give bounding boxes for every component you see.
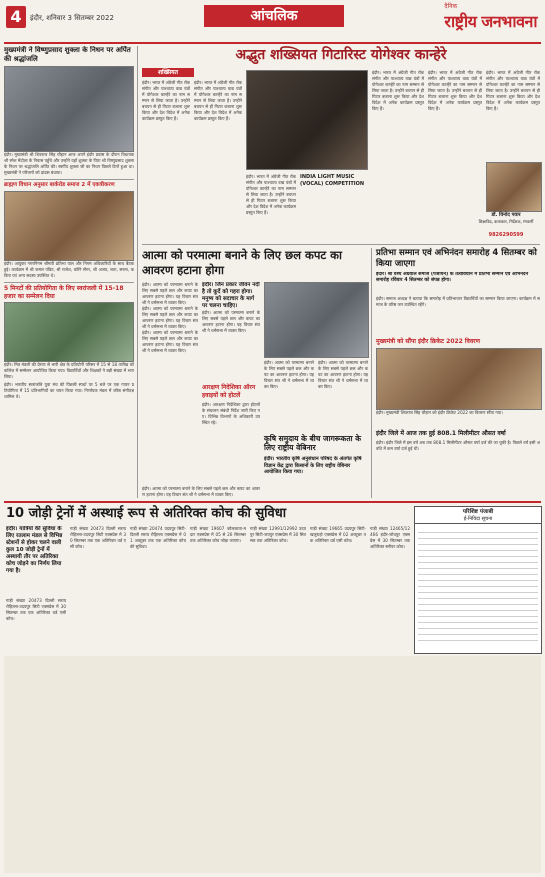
trains-lead-wrap: [6, 526, 66, 596]
saint-photo: [264, 282, 369, 358]
right-headline: प्रतिभा सम्मान एवं अभिनंदन समारोह 4 सितम्बर को किया जाएगा: [376, 248, 537, 269]
feature-body-4: इंदौर। भारत में अंग्रेजी गीत रॉक संगीत और पाश्चात्य वाद्य यंत्रों में योगेश्वर कान्हेरे का नाम सम्मान से लिया जाता है। उन्होंने बचपन से ही गिटार बजाना शुरू किया और देश विदेश में अनेक कार्यक्रम प्रस्तुत किए हैं।: [372, 70, 424, 111]
main-col-2: [202, 282, 260, 380]
feature-headline: अद्भुत शख्सियत गिटारिस्ट योगेश्वर कान्हेरे: [235, 47, 447, 63]
feature-divider: [142, 244, 540, 245]
main-body-2: इंदौर। आत्मा को परमात्मा बनाने के लिए सबसे पहले छल और कपट का आवरण हटाना होगा। यह विचार संत श्री ने धर्मसभा में व्यक्त किए।: [202, 310, 260, 333]
notice-subtitle: ई-निविदा सूचना: [415, 516, 541, 524]
left-headline-3: 5 मिनटों की प्रतियोगिता के लिए स्वरांजली में 15-18 हजार का सम्मेलन दिया: [4, 285, 124, 300]
main-headline: आत्मा को परमात्मा बनाने के लिए छल कपट का आवरण हटाना होगा: [142, 248, 342, 277]
left-body-2: इंदौर। आयुक्त नगरनिगम श्रीमती प्रतिभा पाल और निगम अधिकारियों के साथ बैठक हुई। कार्यक्रम में श्री कमल पंडित, श्री राजेश, कोनि सेंगर, श्री अजय, लता, सरला, कविता एवं अन्य सदस्य उपस्थित थे।: [4, 261, 134, 278]
main-body-4: इंदौर। आत्मा को परमात्मा बनाने के लिए सबसे पहले छल और कपट का आवरण हटाना होगा। यह विचार संत श्री ने धर्मसभा में व्यक्त किए।: [318, 360, 368, 389]
main-body-1b: इंदौर। आत्मा को परमात्मा बनाने के लिए सबसे पहले छल और कपट का आवरण हटाना होगा। यह विचार संत श्री ने धर्मसभा में व्यक्त किए।: [142, 306, 198, 329]
left-body-4: इंदौर। भारतीय स्वरांजलि युवा मंच की पिछली स्पर्धा पर 5 बजे पर एक गायन प्रतियोगिता में 15 प्रतिभागियों का चयन किया गया। निर्णायक मंडल में वरिष्ठ संगीतज्ञ शामिल थे।: [4, 382, 134, 399]
agri-lead-wrap: [264, 456, 368, 498]
right-headline-3: इंदौर जिले में आज तक हुई 808.1 मिलीमीटर औसत वर्षा: [376, 430, 506, 437]
left-photo-2-wrap: [4, 191, 134, 261]
meeting-photo: [4, 191, 134, 261]
right-headline-2: मुख्यमंत्री को सौंपा इंदौर क्रिकेट 2022 विवरण: [376, 338, 480, 345]
left-photo-1-wrap: [4, 66, 134, 152]
trains-col-0: गाड़ी संख्या 20473 दिल्ली सराय रोहिल्ला-उदयपुर सिटी एक्सप्रेस में 30 सितम्बर तक एक अतिरिक्त थर्ड एसी कोच।: [6, 598, 66, 621]
agri-headline: कृषि समुदाय के बीच जागरूकता के लिए राष्ट्रीय वेबिनार: [264, 434, 361, 452]
photo-caption: INDIA LIGHT MUSIC (VOCAL) COMPETITION: [300, 174, 365, 187]
trains-lead: इंदौर। यात्रियों की सुविधा के लिए रतलाम मंडल से विभिन्न स्टेशनों से होकर चलने वाली कुल 10 जोड़ी ट्रेनों में अस्थायी तौर पर अतिरिक्त कोच जोड़ने का निर्णय लिया गया है।: [6, 526, 63, 574]
left-headline-1: मुख्यमंत्री ने विष्णुप्रसाद शुक्ला के निधन पर अर्पित की श्रद्धांजलि: [4, 46, 131, 63]
feature-body-6: इंदौर। भारत में अंग्रेजी गीत रॉक संगीत और पाश्चात्य वाद्य यंत्रों में योगेश्वर कान्हेरे का नाम सम्मान से लिया जाता है। उन्होंने बचपन से ही गिटार बजाना शुरू किया और देश विदेश में अनेक कार्यक्रम प्रस्तुत किए हैं।: [486, 70, 540, 111]
right-divider: [371, 248, 372, 498]
right-lead: इंदौर। श्री वैश्य अग्रवाल समाज (पंजीयन) के तत्वावधान में प्रतिभा सम्मान एवं अभिनंदन समारोह रविवार 4 सितम्बर को संपन्न होगा।: [376, 272, 529, 283]
logo-main-text: राष्ट्रीय जनभावना: [444, 12, 537, 31]
main-quote: इंदौर। जिन प्रकार जीवन नदी है तो कूदें को गहरा होगा। मनुष्य को सदाचार के मार्ग पर चलना चाहिए।: [202, 282, 260, 309]
author-phone: 9826290599: [488, 232, 524, 238]
masthead: [4, 2, 541, 44]
right-lead-wrap: [376, 272, 540, 294]
main-body-3: इंदौर। आत्मा को परमात्मा बनाने के लिए सबसे पहले छल और कपट का आवरण हटाना होगा। यह विचार संत श्री ने धर्मसभा में व्यक्त किए।: [264, 360, 314, 389]
condolence-photo: [4, 66, 134, 152]
tender-notice: [414, 506, 542, 654]
sub-body: इंदौर। आरक्षण निदेशिका द्वारा होटलों के संचालन संबंधी निर्देश जारी किए गए। विभिन्न विभागों के अधिकारी उपस्थित रहे।: [202, 402, 260, 425]
feature-body-5: इंदौर। भारत में अंग्रेजी गीत रॉक संगीत और पाश्चात्य वाद्य यंत्रों में योगेश्वर कान्हेरे का नाम सम्मान से लिया जाता है। उन्होंने बचपन से ही गिटार बजाना शुरू किया और देश विदेश में अनेक कार्यक्रम प्रस्तुत किए हैं।: [428, 70, 482, 111]
column-divider: [137, 46, 138, 498]
right-body-3: इंदौर। इंदौर जिले में इस वर्ष अब तक 808.1 मिलीमीटर औसत वर्षा दर्ज की जा चुकी है। पिछले वर्ष इसी अवधि में कम वर्षा दर्ज हुई थी।: [376, 440, 540, 451]
main-body-5: इंदौर। आत्मा को परमात्मा बनाने के लिए सबसे पहले छल और कपट का आवरण हटाना होगा। यह विचार संत श्री ने धर्मसभा में व्यक्त किए।: [142, 486, 260, 497]
cm-meeting-photo: [376, 348, 542, 410]
author-photo: [486, 162, 542, 212]
feature-body-2: इंदौर। भारत में अंग्रेजी गीत रॉक संगीत और पाश्चात्य वाद्य यंत्रों में योगेश्वर कान्हेरे का नाम सम्मान से लिया जाता है। उन्होंने बचपन से ही गिटार बजाना शुरू किया और देश विदेश में अनेक कार्यक्रम प्रस्तुत किए हैं।: [194, 80, 242, 121]
trains-col-5: गाड़ी संख्या 19665 उदयपुर सिटी-खजुराहो एक्सप्रेस में 02 अक्टूबर तक अतिरिक्त थर्ड एसी कोच।: [310, 526, 366, 543]
page-number: 4: [6, 6, 26, 28]
sub-headline: आरक्षण निदेशिका ऑरन हवाइयों को होटलें: [202, 384, 256, 399]
trains-col-1: गाड़ी संख्या 20473 दिल्ली सराय रोहिल्ला-उदयपुर सिटी एक्सप्रेस में 30 सितम्बर तक एक अतिरिक्त थर्ड एसी कोच।: [70, 526, 126, 549]
feature-body-1: इंदौर। भारत में अंग्रेजी गीत रॉक संगीत और पाश्चात्य वाद्य यंत्रों में योगेश्वर कान्हेरे का नाम सम्मान से लिया जाता है। उन्होंने बचपन से ही गिटार बजाना शुरू किया और देश विदेश में अनेक कार्यक्रम प्रस्तुत किए हैं।: [142, 80, 190, 121]
trains-headline: 10 जोड़ी ट्रेनों में अस्थाई रूप से अतिरिक्त कोच की सुविधा: [6, 506, 287, 521]
trains-col-2: गाड़ी संख्या 20474 उदयपुर सिटी-दिल्ली सराय रोहिल्ला एक्सप्रेस में 01 अक्टूबर तक एक अतिरिक्त कोच की सुविधा।: [130, 526, 186, 549]
left-photo-3-wrap: [4, 302, 134, 362]
competition-photo: [4, 302, 134, 362]
bottom-rule: [4, 501, 541, 503]
author-name: डॉ. विनोद पवार: [491, 212, 521, 218]
feature-label: शख्सियत: [142, 68, 194, 77]
lower-filler: [4, 656, 541, 873]
trains-col-6: गाड़ी संख्या 12465/12466 इंदौर-जोधपुर एक्सप्रेस में 30 सितम्बर तक अतिरिक्त स्लीपर कोच।: [370, 526, 410, 549]
logo-small-text: दैनिक: [444, 3, 458, 10]
main-col-1: [142, 282, 198, 482]
agri-lead: इंदौर। भारतीय कृषि अनुसंधान परिषद के अंतर्गत कृषि विज्ञान केंद्र द्वारा किसानों के लिए राष्ट्रीय वेबिनार आयोजित किया गया।: [264, 456, 362, 475]
right-body: इंदौर। समाज अध्यक्ष ने बताया कि समारोह में प्रतिभावान विद्यार्थियों का सम्मान किया जाएगा। कार्यक्रम में समाज के वरिष्ठ जन उपस्थित रहेंगे।: [376, 296, 540, 307]
dateline: इंदौर, शनिवार 3 सितम्बर 2022: [30, 14, 114, 22]
left-headline-2: ब्राह्मण विधान अनुसार बार्करोड समाज 2 में एकत्रीकरण: [4, 182, 115, 188]
section-title: आंचलिक: [204, 5, 344, 27]
author-desc: शिक्षाविद, कलाकार, निर्देशक, रंगकर्मी: [478, 219, 534, 224]
left-body-3: इंदौर। मित्र मंडली की प्रेरणा से भारी क्षेत्र के प्रतियोगी परिसर में 15 से 18 तारीख को कॉलेज में सम्मेलन आयोजित किया गया। विद्यार्थियों और शिक्षकों ने बड़ी संख्या में भाग लिया।: [4, 362, 134, 379]
main-body-1c: इंदौर। आत्मा को परमात्मा बनाने के लिए सबसे पहले छल और कपट का आवरण हटाना होगा। यह विचार संत श्री ने धर्मसभा में व्यक्त किए।: [142, 330, 198, 353]
left-body-1: इंदौर। मुख्यमंत्री श्री शिवराज सिंह चौहान आज अपने इंदौर प्रवास के दौरान विधायक श्री रमेश मेंदोला के निवास पहुँचे और उन्होंने यहाँ शुक्ला के पिता श्री विष्णुप्रसाद शुक्ला के निधन पर श्रद्धांजलि अर्पित की। स्वर्गीय शुक्ला जी का निधन पिछले दिनों हुआ था। मुख्यमंत्री ने परिजनों को ढांढस बंधाया।: [4, 152, 134, 175]
guitarist-photo: [246, 70, 368, 170]
right-body-2: इंदौर। मुख्यमंत्री शिवराज सिंह चौहान को इंदौर क्रिकेट 2022 का विवरण सौंपा गया।: [376, 410, 503, 415]
notice-table: [418, 527, 538, 645]
notice-title: परिशिष्ट पंजाबी: [462, 509, 494, 515]
left-column: [4, 46, 134, 498]
trains-col-3: गाड़ी संख्या 19607 कोलकाता-मदार एक्सप्रेस में 05 से 26 सितम्बर तक अतिरिक्त कोच जोड़ा जाएगा।: [190, 526, 246, 543]
newspaper-logo: [444, 2, 537, 32]
trains-col-4: गाड़ी संख्या 12991/12992 उदयपुर सिटी-जयपुर एक्सप्रेस में 30 सितम्बर तक अतिरिक्त कोच।: [250, 526, 306, 543]
feature-body-3: इंदौर। भारत में अंग्रेजी गीत रॉक संगीत और पाश्चात्य वाद्य यंत्रों में योगेश्वर कान्हेरे का नाम सम्मान से लिया जाता है। उन्होंने बचपन से ही गिटार बजाना शुरू किया और देश विदेश में अनेक कार्यक्रम प्रस्तुत किए हैं।: [246, 174, 296, 215]
main-body-1: इंदौर। आत्मा को परमात्मा बनाने के लिए सबसे पहले छल और कपट का आवरण हटाना होगा। यह विचार संत श्री ने धर्मसभा में व्यक्त किए।: [142, 282, 198, 305]
